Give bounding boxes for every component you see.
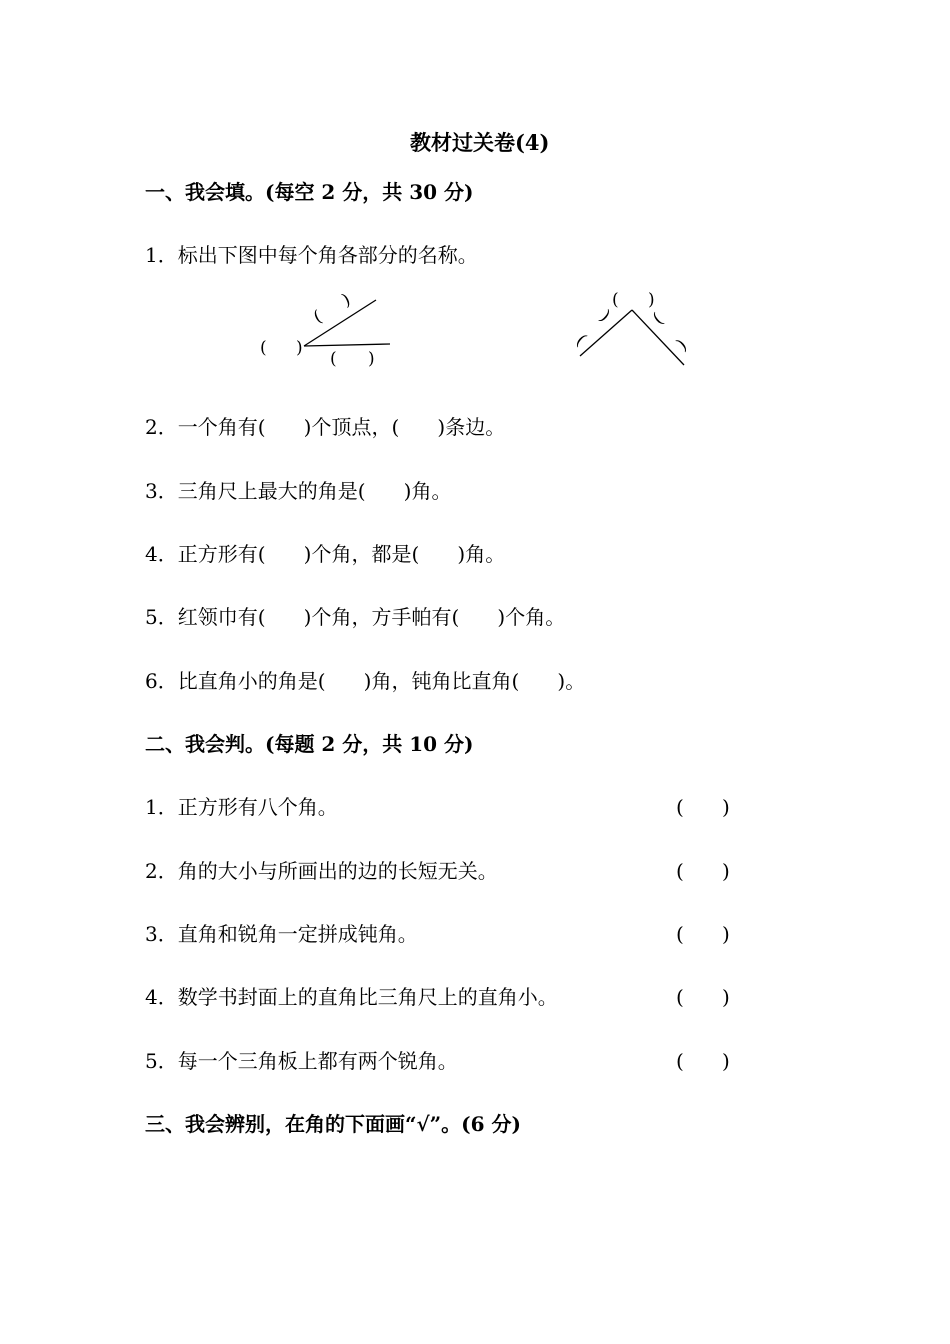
angle-1-paren-open-top: ( [310, 306, 326, 328]
section-2-heading: 二、我会判。(每题 2 分，共 10 分) [145, 732, 474, 756]
angle-1-paren-open-bottom: ( [330, 349, 337, 369]
angle-1-paren-close-vertex: ) [296, 338, 303, 358]
judge-answer-5: ( ) [676, 1049, 730, 1073]
angle-1-paren-open-vertex: ( [260, 338, 267, 358]
question-1-3: 3．三角尺上最大的角是( )角。 [145, 479, 452, 503]
question-1-6: 6．比直角小的角是( )角，钝角比直角( )。 [145, 669, 586, 693]
angle-2-paren-open-left: ( [571, 330, 590, 351]
judge-item-3: 3．直角和锐角一定拼成钝角。 [145, 922, 418, 946]
judge-answer-3: ( ) [676, 922, 730, 946]
angle-2-paren-close-left: ) [595, 306, 614, 327]
angle-2-paren-close-vertex: ) [648, 290, 655, 310]
judge-item-2: 2．角的大小与所画出的边的长短无关。 [145, 859, 498, 883]
angle-1-ray-lower [304, 344, 390, 346]
question-1-2: 2．一个角有( )个顶点，( )条边。 [145, 415, 506, 439]
judge-answer-4: ( ) [676, 985, 730, 1009]
angle-1-paren-close-top: ) [339, 289, 354, 311]
angle-1-paren-close-bottom: ) [368, 349, 375, 369]
question-1-5: 5．红领巾有( )个角，方手帕有( )个角。 [145, 605, 566, 629]
angle-2-paren-open-vertex: ( [612, 290, 619, 310]
judge-item-1: 1．正方形有八个角。 [145, 795, 338, 819]
judge-answer-2: ( ) [676, 859, 730, 883]
question-1-4: 4．正方形有( )个角，都是( )角。 [145, 542, 506, 566]
page-title: 教材过关卷(4) [410, 130, 550, 155]
judge-answer-1: ( ) [676, 795, 730, 819]
judge-item-5: 5．每一个三角板上都有两个锐角。 [145, 1049, 458, 1073]
angle-figures [0, 0, 950, 400]
angle-2-paren-close-right: ) [673, 335, 692, 355]
angle-2-paren-open-right: ( [649, 309, 668, 329]
judge-item-4: 4．数学书封面上的直角比三角尺上的直角小。 [145, 985, 558, 1009]
section-1-heading: 一、我会填。(每空 2 分，共 30 分) [145, 180, 474, 204]
question-1-1: 1．标出下图中每个角各部分的名称。 [145, 243, 478, 267]
section-3-heading: 三、我会辨别，在角的下面画“√”。(6 分) [145, 1112, 521, 1136]
